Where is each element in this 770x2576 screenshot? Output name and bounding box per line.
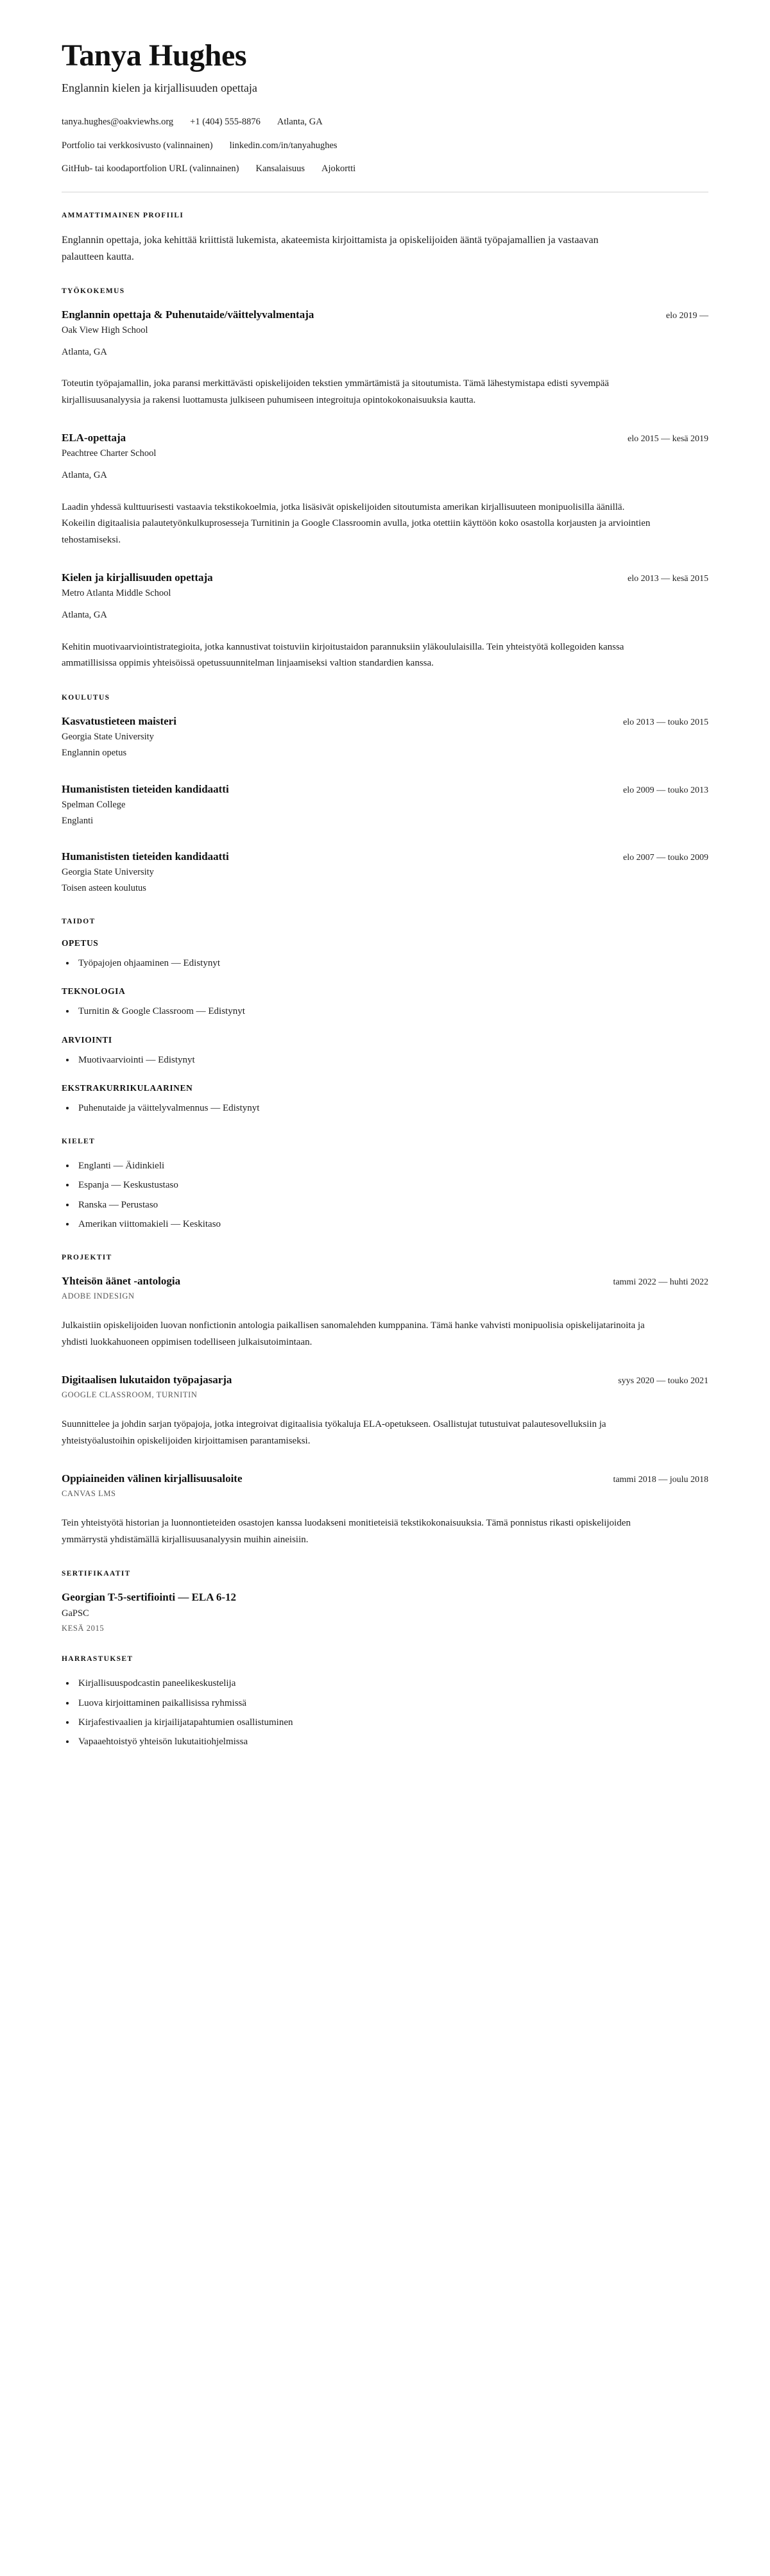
contact-email[interactable]: tanya.hughes@oakviewhs.org bbox=[62, 116, 174, 127]
job-location: Atlanta, GA bbox=[62, 469, 107, 480]
degree-dates: elo 2013 — touko 2015 bbox=[623, 718, 708, 728]
contact-row-3 bbox=[62, 162, 708, 176]
job-organization: Oak View High School bbox=[62, 324, 148, 335]
contact-linkedin[interactable]: linkedin.com/in/tanyahughes bbox=[229, 140, 338, 151]
contact-github[interactable]: GitHub- tai koodaportfolion URL (valinnainen) bbox=[62, 164, 239, 174]
experience-entry bbox=[62, 431, 708, 549]
skill-list bbox=[62, 1052, 708, 1068]
section-interests bbox=[62, 1655, 708, 1749]
interest-item: Vapaaehtoistyö yhteisön lukutaitiohjelmissa bbox=[62, 1734, 708, 1749]
project-entry bbox=[62, 1373, 708, 1450]
contact-location: Atlanta, GA bbox=[277, 116, 323, 127]
skill-list bbox=[62, 1004, 708, 1019]
contact-row-2 bbox=[62, 139, 708, 153]
skill-group-name: OPETUS bbox=[62, 938, 99, 948]
education-entry bbox=[62, 782, 708, 829]
education-entry-head bbox=[62, 850, 708, 864]
section-experience bbox=[62, 287, 708, 672]
section-title-skills: TAIDOT bbox=[62, 917, 96, 925]
certificate-entry-head bbox=[62, 1590, 708, 1604]
field-of-study: Englanti bbox=[62, 815, 94, 826]
job-dates: elo 2013 — kesä 2015 bbox=[628, 574, 708, 584]
field-of-study: Toisen asteen koulutus bbox=[62, 883, 146, 894]
project-tools: CANVAS LMS bbox=[62, 1488, 116, 1498]
skill-group bbox=[62, 1083, 708, 1116]
project-description: Julkaistiin opiskelijoiden luovan nonfictionin antologia paikallisen sanomalehden kumppanina. Tämä hanke vahvisti monipuolisia opiskelijatarinoita ja yhdisti luokkahuoneen oppimisen todelliseen julkaisutoimintaan. bbox=[62, 1320, 645, 1348]
project-entry-head bbox=[62, 1373, 708, 1387]
section-profile bbox=[62, 212, 708, 265]
section-education bbox=[62, 694, 708, 896]
job-title: Kielen ja kirjallisuuden opettaja bbox=[62, 571, 213, 584]
section-title-projects: PROJEKTIT bbox=[62, 1254, 112, 1262]
certificate-date: KESÄ 2015 bbox=[62, 1624, 105, 1633]
language-item: Amerikan viittomakieli — Keskitaso bbox=[62, 1216, 708, 1232]
degree-title: Humanististen tieteiden kandidaatti bbox=[62, 782, 229, 795]
language-item: Espanja — Keskustustaso bbox=[62, 1177, 708, 1193]
project-tools: ADOBE INDESIGN bbox=[62, 1292, 135, 1301]
language-list bbox=[62, 1158, 708, 1232]
skill-item: Puhenutaide ja väittelyvalmennus — Edistynyt bbox=[62, 1100, 708, 1116]
project-title: Digitaalisen lukutaidon työpajasarja bbox=[62, 1374, 232, 1386]
degree-title: Kasvatustieteen maisteri bbox=[62, 715, 176, 728]
education-entry bbox=[62, 850, 708, 896]
job-organization: Metro Atlanta Middle School bbox=[62, 588, 171, 599]
job-description: Toteutin työpajamallin, joka paransi merkittävästi opiskelijoiden tekstien ymmärtämistä ja sitoutumista. Tämä lähestymistapa edisti syvempää kirjallisuusanalyysia ja rakensi luottamusta julkiseen puhumiseen integroituja opintokokonaisuuksia kautta. bbox=[62, 378, 610, 406]
project-title: Oppiaineiden välinen kirjallisuusaloite bbox=[62, 1472, 243, 1485]
job-location: Atlanta, GA bbox=[62, 609, 107, 620]
section-title-languages: KIELET bbox=[62, 1138, 96, 1146]
section-skills bbox=[62, 918, 708, 1116]
interest-item: Luova kirjoittaminen paikallisissa ryhmissä bbox=[62, 1696, 708, 1711]
school-name: Spelman College bbox=[62, 799, 126, 810]
degree-title: Humanististen tieteiden kandidaatti bbox=[62, 850, 229, 863]
job-title: Englannin opettaja & Puhenutaide/väittelyvalmentaja bbox=[62, 308, 314, 321]
skill-group bbox=[62, 938, 708, 971]
job-description: Kehitin muotivaarviointistrategioita, jotka kannustivat toistuviin kirjoitustaidon parannuksiin yläkoululaisilla. Tein yhteistyötä kollegoiden kanssa ammatillisissa oppimis yhteisöissä opetussuunnitelman linjaamiseksi valtion standardien kanssa. bbox=[62, 641, 624, 669]
experience-entry bbox=[62, 308, 708, 409]
certificate-title: Georgian T-5-sertifiointi — ELA 6-12 bbox=[62, 1591, 236, 1604]
project-tools: GOOGLE CLASSROOM, TURNITIN bbox=[62, 1390, 198, 1400]
experience-entry-head bbox=[62, 308, 708, 322]
school-name: Georgia State University bbox=[62, 732, 154, 743]
skill-list bbox=[62, 1100, 708, 1116]
degree-dates: elo 2007 — touko 2009 bbox=[623, 853, 708, 863]
job-location: Atlanta, GA bbox=[62, 346, 107, 357]
experience-entry bbox=[62, 571, 708, 672]
project-description: Tein yhteistyötä historian ja luonnontieteiden osastojen kanssa luodakseni monitieteisiä tekstikokonaisuuksia. Tämä ponnistus rikasti opiskelijoiden ymmärrystä yhdistämällä kirjallisuusanalyysin muihin aineisiin. bbox=[62, 1517, 631, 1545]
skill-group-name: TEKNOLOGIA bbox=[62, 986, 126, 997]
skill-item: Muotivaarviointi — Edistynyt bbox=[62, 1052, 708, 1068]
project-description: Suunnittelee ja johdin sarjan työpajoja, jotka integroivat digitaalisia työkaluja ELA-opetukseen. Osallistujat tutustuivat palautesovelluksiin ja yhteistyöalustoihin opiskelijoiden kirjoittamisen parantamiseksi. bbox=[62, 1419, 606, 1446]
education-entry bbox=[62, 714, 708, 761]
contact-portfolio[interactable]: Portfolio tai verkkosivusto (valinnainen) bbox=[62, 140, 213, 151]
project-entry-head bbox=[62, 1274, 708, 1288]
degree-dates: elo 2009 — touko 2013 bbox=[623, 785, 708, 795]
interest-list bbox=[62, 1676, 708, 1749]
project-title: Yhteisön äänet -antologia bbox=[62, 1275, 181, 1288]
project-dates: syys 2020 — touko 2021 bbox=[618, 1376, 708, 1386]
experience-entry-head bbox=[62, 431, 708, 445]
skill-group bbox=[62, 1035, 708, 1068]
skill-list bbox=[62, 955, 708, 971]
language-item: Englanti — Äidinkieli bbox=[62, 1158, 708, 1174]
skill-group-name: EKSTRAKURRIKULAARINEN bbox=[62, 1082, 193, 1093]
education-entry-head bbox=[62, 714, 708, 728]
contact-phone[interactable]: +1 (404) 555-8876 bbox=[190, 116, 261, 127]
project-entry-head bbox=[62, 1472, 708, 1486]
job-title: ELA-opettaja bbox=[62, 432, 126, 444]
job-description: Laadin yhdessä kulttuurisesti vastaavia tekstikokoelmia, jotka lisäsivät opiskelijoiden sitoutumista amerikan kirjallisuuteen monipuolisilla äänillä. Kokeilin digitaalisia palautetyönkulkuprosesseja Turnitinin ja Google Classroomin avulla, jotka otettiin käyttöön koko osastolla korjausten ja arviointien tehostamiseksi. bbox=[62, 501, 651, 546]
interest-item: Kirjafestivaalien ja kirjailijatapahtumien osallistuminen bbox=[62, 1715, 708, 1730]
contact-driving-license: Ajokortti bbox=[321, 164, 356, 174]
section-title-profile: AMMATTIMAINEN PROFIILI bbox=[62, 212, 184, 220]
field-of-study: Englannin opetus bbox=[62, 748, 127, 759]
candidate-name: Tanya Hughes bbox=[62, 38, 247, 72]
job-dates: elo 2019 — bbox=[665, 310, 708, 321]
section-title-certificates: SERTIFIKAATIT bbox=[62, 1570, 131, 1578]
skill-item: Turnitin & Google Classroom — Edistynyt bbox=[62, 1004, 708, 1019]
section-title-experience: TYÖKOKEMUS bbox=[62, 287, 125, 295]
section-certificates bbox=[62, 1570, 708, 1633]
skill-item: Työpajojen ohjaaminen — Edistynyt bbox=[62, 955, 708, 971]
section-projects bbox=[62, 1254, 708, 1548]
skill-group bbox=[62, 986, 708, 1019]
section-title-interests: HARRASTUKSET bbox=[62, 1655, 133, 1663]
project-entry bbox=[62, 1472, 708, 1549]
experience-entry-head bbox=[62, 571, 708, 585]
project-dates: tammi 2018 — joulu 2018 bbox=[613, 1474, 708, 1485]
certificate-entry bbox=[62, 1590, 708, 1633]
contact-citizenship: Kansalaisuus bbox=[255, 164, 305, 174]
certificate-issuer: GaPSC bbox=[62, 1608, 89, 1619]
section-title-education: KOULUTUS bbox=[62, 694, 110, 702]
school-name: Georgia State University bbox=[62, 867, 154, 878]
job-dates: elo 2015 — kesä 2019 bbox=[628, 434, 708, 444]
contact-row-1 bbox=[62, 115, 708, 130]
interest-item: Kirjallisuuspodcastin paneelikeskustelija bbox=[62, 1676, 708, 1691]
project-dates: tammi 2022 — huhti 2022 bbox=[613, 1277, 708, 1288]
skill-group-name: ARVIOINTI bbox=[62, 1034, 112, 1045]
education-entry-head bbox=[62, 782, 708, 796]
language-item: Ranska — Perustaso bbox=[62, 1197, 708, 1213]
profile-summary: Englannin opettaja, joka kehittää kriittistä lukemista, akateemista kirjoittamista ja opiskelijoiden ääntä työpajamallien ja vastaavan palautteen kautta. bbox=[62, 235, 599, 262]
section-languages bbox=[62, 1138, 708, 1232]
resume-header bbox=[62, 40, 708, 176]
job-organization: Peachtree Charter School bbox=[62, 448, 157, 459]
project-entry bbox=[62, 1274, 708, 1351]
candidate-headline: Englannin kielen ja kirjallisuuden opettaja bbox=[62, 81, 257, 95]
